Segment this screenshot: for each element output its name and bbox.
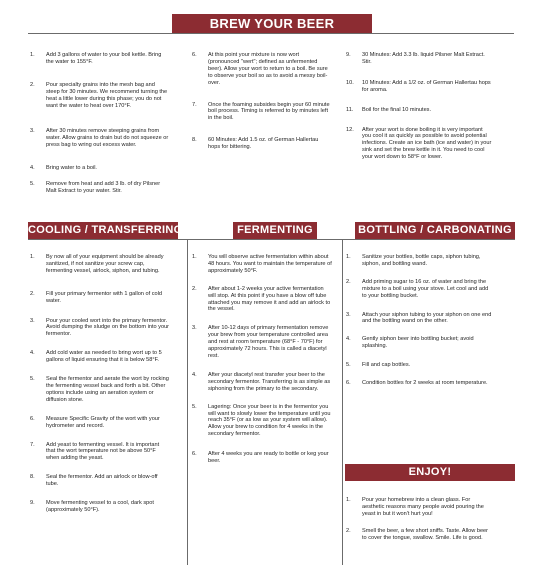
- step-item: [30, 500, 170, 514]
- step-item: [30, 291, 170, 305]
- step-item: [30, 350, 170, 364]
- step-number: 12.: [346, 126, 354, 133]
- step-text: At this point your mixture is now wort (pronounced "wert"; defined as unfermented beer). Allow your wort to return to a boil. Be sure to observe your boil so as to avoid a messy boil-over.: [208, 52, 328, 86]
- step-item: [346, 279, 492, 300]
- step-text: 30 Minutes: Add 3.3 lb. liquid Pilsner Malt Extract. Stir.: [362, 52, 485, 65]
- step-text: Pour your cooled wort into the primary fermentor. Avoid dumping the sludge on the bottom into your fermentor.: [46, 317, 170, 338]
- step-number: 2.: [346, 278, 351, 285]
- step-text: Remove from heat and add 3 lb. of dry Pilsner Malt Extract to your water. Stir.: [46, 181, 161, 194]
- step-text: After your diacetyl rest transfer your beer to the secondary fermentor. Transferring is as simple as siphoning from the primary to the secondary.: [208, 371, 331, 392]
- step-item: [30, 442, 170, 463]
- step-item: [346, 380, 492, 387]
- step-number: 6.: [192, 52, 197, 58]
- step-text: After about 1-2 weeks your active fermentation will stop. At this point if you have a blow off tube attached you may remove it and add an airlock to the vessel.: [208, 285, 331, 313]
- step-number: 7.: [30, 441, 35, 448]
- step-number: 7.: [192, 101, 197, 108]
- step-text: Add 3 gallons of water to your boil kettle. Bring the water to 155°F.: [46, 52, 162, 65]
- step-text: Measure Specific Gravity of the wort with your hydrometer and record.: [46, 415, 160, 429]
- step-item: [192, 52, 332, 87]
- step-number: 3.: [30, 128, 35, 135]
- bottling-carbonating-banner: [355, 222, 515, 239]
- step-item: [30, 318, 170, 339]
- step-text: Pour your homebrew into a clean glass. For aesthetic reasons many people avoid pouring the yeast in but it won't hurt you!: [362, 497, 484, 517]
- step-number: 6.: [192, 451, 197, 458]
- step-item: [346, 52, 492, 66]
- step-item: [346, 80, 492, 94]
- step-text: Add cold water as needed to bring wort up to 5 gallons of liquid ensuring that it is below 58°F.: [46, 350, 162, 364]
- step-text: Move fermenting vessel to a cool, dark spot (approximately 50°F).: [46, 500, 154, 513]
- step-number: 4.: [30, 350, 35, 357]
- step-item: [30, 376, 170, 404]
- step-item: [346, 312, 492, 326]
- cooling-transferring-title: COOLING / TRANSFERRING: [28, 224, 183, 236]
- step-item: [346, 336, 492, 350]
- step-number: 1.: [30, 254, 35, 260]
- sections-top-rule: [28, 239, 515, 240]
- step-number: 2.: [30, 290, 35, 297]
- step-number: 3.: [30, 317, 35, 324]
- step-number: 5.: [192, 403, 197, 410]
- step-item: [192, 451, 332, 465]
- step-item: [30, 474, 170, 488]
- step-item: [30, 254, 170, 275]
- step-number: 8.: [192, 137, 197, 144]
- fermenting-title: FERMENTING: [237, 224, 313, 236]
- step-number: 5.: [30, 376, 35, 383]
- step-item: [346, 497, 492, 518]
- step-item: [30, 52, 170, 66]
- step-number: 6.: [30, 415, 35, 422]
- step-item: [192, 254, 332, 275]
- step-text: 10 Minutes: Add a 1/2 oz. of German Hallertau hops for aroma.: [362, 79, 491, 93]
- step-number: 4.: [346, 336, 351, 343]
- step-number: 11.: [346, 106, 354, 113]
- step-number: 1.: [30, 52, 35, 58]
- step-item: [346, 127, 492, 162]
- step-item: [346, 107, 492, 114]
- step-text: After 10-12 days of primary fermentation remove your brew from your temperature controlled area and rest at room temperature (68°F - 70°F) for approximately 72 hours. This is called a diacetyl rest.: [208, 325, 329, 359]
- step-text: Fill your primary fermentor with 1 gallon of cold water.: [46, 290, 162, 304]
- brew-column-1: [30, 40, 170, 195]
- step-number: 2.: [192, 285, 197, 292]
- step-item: [346, 362, 492, 369]
- step-text: Attach your siphon tubing to your siphon on one end and the bottling wand on the other.: [362, 311, 492, 325]
- enjoy-steps: [346, 485, 492, 542]
- step-number: 10.: [346, 79, 354, 86]
- divider-left: [187, 240, 188, 565]
- step-number: 2.: [346, 527, 351, 534]
- step-item: [30, 416, 170, 430]
- step-number: 4.: [30, 165, 35, 172]
- fermenting-banner: [233, 222, 317, 239]
- step-text: Bring water to a boil.: [46, 165, 97, 172]
- step-number: 5.: [346, 362, 351, 369]
- step-text: Smell the beer, a few short sniffs. Taste. Allow beer to cover the tongue, swallow. Smile. Life is good.: [362, 527, 489, 541]
- step-item: [192, 325, 332, 360]
- step-text: Sanitize your bottles, bottle caps, siphon tubing, siphon, and bottling wand.: [362, 254, 481, 267]
- step-text: After your wort is done boiling it is very important you cool it as quickly as possible to avoid potential infections. Create an ice bath (ice and water) in your sink and set the brew kettle in it. You need to cool your wort down to 58°F or lower.: [362, 126, 492, 161]
- step-number: 5.: [30, 181, 35, 188]
- step-text: Add priming sugar to 16 oz. of water and bring the mixture to a boil using your stove. Let cool and add to your bottling bucket.: [362, 278, 489, 299]
- enjoy-banner: [345, 464, 515, 481]
- step-item: [192, 102, 332, 123]
- step-text: Boil for the final 10 minutes.: [362, 106, 432, 113]
- brew-column-2: [192, 40, 332, 151]
- brew-your-beer-banner: [172, 14, 372, 33]
- step-item: [30, 128, 170, 149]
- step-text: 60 Minutes: Add 1.5 oz. of German Hallertau hops for bittering.: [208, 137, 319, 151]
- step-text: After 30 minutes remove steeping grains from water. Allow grains to drain but do not squeeze or press bag to wring out excess water.: [46, 128, 169, 149]
- step-text: Lagering: Once your beer is in the fermentor you will want to slowly lower the temperature until you reach 35°F (or as low as your system will allow). Allow your brew to condition for 4 weeks in the secondary fermentor.: [208, 403, 331, 438]
- bottling-steps: [346, 242, 492, 387]
- brew-top-rule: [28, 33, 514, 34]
- step-number: 1.: [346, 497, 351, 503]
- cooling-transferring-banner: [28, 222, 183, 239]
- step-text: Pour specialty grains into the mesh bag and steep for 30 minutes. We recommend turning the heat a little lower during this phase; you do not want the water to heat over 170°F.: [46, 81, 168, 109]
- step-number: 8.: [30, 474, 35, 481]
- step-text: Condition bottles for 2 weeks at room temperature.: [362, 380, 488, 387]
- brew-your-beer-title: BREW YOUR BEER: [209, 16, 335, 31]
- brew-column-3: [346, 40, 492, 161]
- step-number: 3.: [192, 325, 197, 332]
- step-text: After 4 weeks you are ready to bottle or keg your beer.: [208, 451, 329, 465]
- step-number: 9.: [346, 52, 351, 58]
- step-text: By now all of your equipment should be already sanitized, if not sanitize your screw cap, fermenting vessel, airlock, siphon, and tubing.: [46, 254, 164, 274]
- step-text: Add yeast to fermenting vessel. It is important that the wort temperature not be above 50°F when adding the yeast.: [46, 441, 160, 462]
- step-item: [346, 254, 492, 268]
- step-item: [192, 286, 332, 314]
- step-number: 3.: [346, 311, 351, 318]
- divider-right: [342, 240, 343, 565]
- step-text: You will observe active fermentation within about 48 hours. You want to maintain the temperature of approximately 50°F.: [208, 254, 332, 274]
- step-item: [30, 82, 170, 110]
- step-number: 4.: [192, 371, 197, 378]
- step-text: Fill and cap bottles.: [362, 362, 411, 369]
- step-number: 6.: [346, 380, 351, 387]
- step-item: [192, 372, 332, 393]
- step-number: 1.: [192, 254, 197, 260]
- step-item: [192, 404, 332, 439]
- bottling-carbonating-title: BOTTLING / CARBONATING: [358, 224, 512, 236]
- enjoy-title: ENJOY!: [408, 466, 452, 478]
- step-item: [192, 137, 332, 151]
- step-item: [30, 165, 170, 172]
- step-item: [30, 181, 170, 195]
- step-text: Seal the fermentor. Add an airlock or blow-off tube.: [46, 474, 158, 488]
- fermenting-steps: [192, 242, 332, 465]
- step-text: Once the foaming subsides begin your 60 minute boil process. Timing is referred to by minutes left in the boil.: [208, 101, 330, 122]
- step-number: 2.: [30, 81, 35, 88]
- step-number: 1.: [346, 254, 351, 260]
- step-text: Seal the fermentor and aerate the wort by rocking the fermenting vessel back and forth a bit. Other options include using an aeration system or diffusion stone.: [46, 376, 169, 403]
- step-item: [346, 528, 492, 542]
- step-number: 9.: [30, 500, 35, 507]
- step-text: Gently siphon beer into bottling bucket; avoid splashing.: [362, 336, 474, 350]
- cooling-steps: [30, 242, 170, 514]
